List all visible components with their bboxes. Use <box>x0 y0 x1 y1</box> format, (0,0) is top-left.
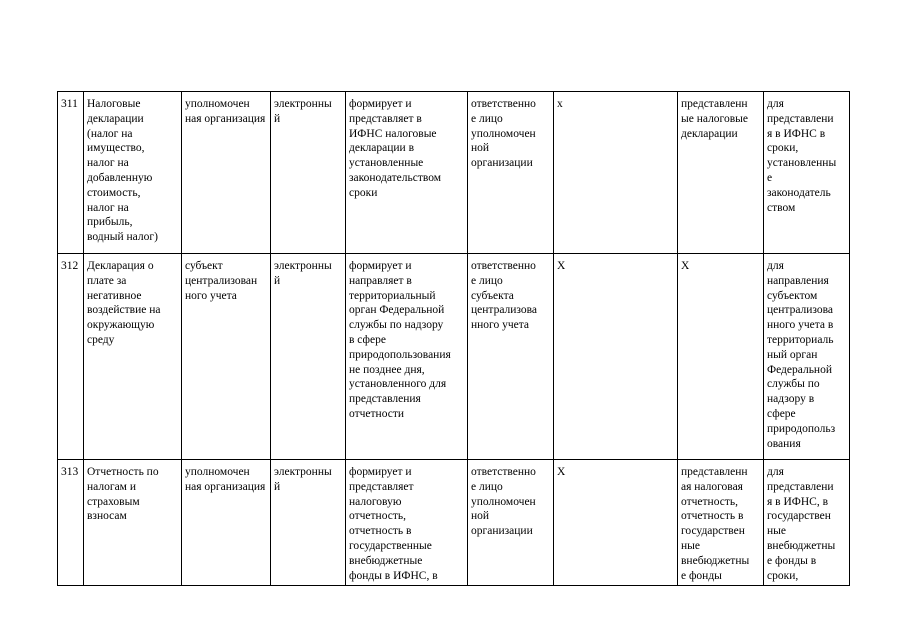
column-8-value: для представлени я в ИФНС в сроки, установленны е законодатель ством <box>764 92 850 254</box>
document-form: электронны й <box>271 460 346 586</box>
column-7-value: Х <box>678 254 764 460</box>
column-7-value: представленн ая налоговая отчетность, отчетность в государствен ные внебюджетны е фонды <box>678 460 764 586</box>
column-8-value: для представлени я в ИФНС, в государствен ные внебюджетны е фонды в сроки, <box>764 460 850 586</box>
procedure-text: формирует и направляет в территориальный орган Федеральной службы по надзору в сфере природопользования не позднее дня, установленного для представления отчетности <box>346 254 468 460</box>
table-row <box>58 254 850 460</box>
register-table <box>57 91 850 586</box>
responsible-subject: уполномочен ная организация <box>182 460 271 586</box>
document-page <box>57 91 850 586</box>
row-number: 311 <box>58 92 84 254</box>
responsible-person: ответственно е лицо уполномочен ной организации <box>468 460 554 586</box>
responsible-person: ответственно е лицо уполномочен ной организации <box>468 92 554 254</box>
document-name: Декларация о плате за негативное воздействие на окружающую среду <box>84 254 182 460</box>
row-number: 313 <box>58 460 84 586</box>
column-7-value: представленн ые налоговые декларации <box>678 92 764 254</box>
row-number: 312 <box>58 254 84 460</box>
document-form: электронны й <box>271 92 346 254</box>
procedure-text: формирует и представляет налоговую отчетность, отчетность в государственные внебюджетные фонды в ИФНС, в <box>346 460 468 586</box>
document-name: Налоговые декларации (налог на имущество, налог на добавленную стоимость, налог на прибыль, водный налог) <box>84 92 182 254</box>
responsible-person: ответственно е лицо субъекта централизова нного учета <box>468 254 554 460</box>
responsible-subject: уполномочен ная организация <box>182 92 271 254</box>
column-6-value: Х <box>554 254 678 460</box>
column-6-value: Х <box>554 460 678 586</box>
procedure-text: формирует и представляет в ИФНС налоговые декларации в установленные законодательством сроки <box>346 92 468 254</box>
document-form: электронны й <box>271 254 346 460</box>
column-8-value: для направления субъектом централизова нного учета в территориаль ный орган Федеральной службы по надзору в сфере природопольз ования <box>764 254 850 460</box>
table-row <box>58 460 850 586</box>
table-row <box>58 92 850 254</box>
responsible-subject: субъект централизован ного учета <box>182 254 271 460</box>
column-6-value: х <box>554 92 678 254</box>
document-name: Отчетность по налогам и страховым взносам <box>84 460 182 586</box>
